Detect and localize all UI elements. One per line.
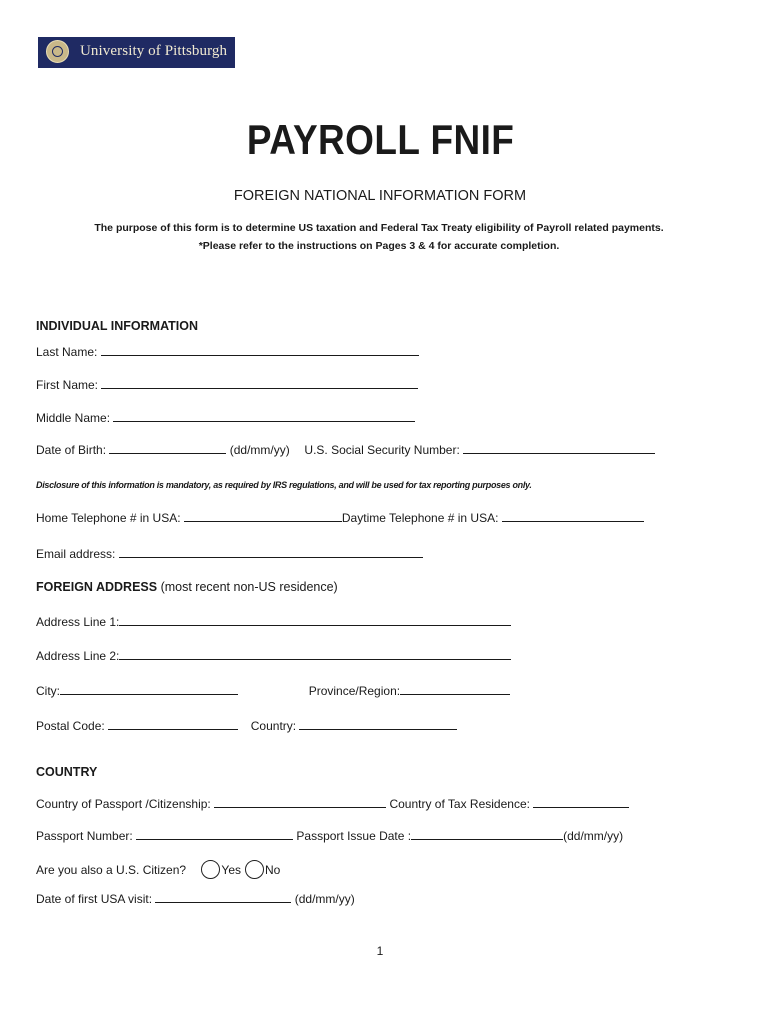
us-citizen-row	[36, 860, 280, 879]
foreign-address-note: (most recent non-US residence)	[160, 580, 338, 594]
passport-issue-format: (dd/mm/yy)	[563, 829, 624, 843]
last-name-field[interactable]	[101, 345, 419, 356]
no-radio[interactable]	[245, 860, 264, 879]
middle-name-field[interactable]	[113, 411, 415, 422]
yes-label: Yes	[221, 863, 241, 877]
passport-country-row	[36, 797, 629, 811]
passport-issue-field[interactable]	[411, 829, 563, 840]
foreign-address-heading	[36, 580, 338, 594]
home-phone-field[interactable]	[184, 511, 342, 522]
passport-country-field[interactable]	[214, 797, 386, 808]
foreign-address-heading-text: FOREIGN ADDRESS	[36, 580, 158, 594]
city-label: City:	[36, 684, 60, 698]
middle-name-label: Middle Name:	[36, 411, 111, 425]
disclosure-note: Disclosure of this information is mandatory, as required by IRS regulations, and will be used for tax reporting purposes only.	[36, 480, 532, 490]
passport-number-field[interactable]	[136, 829, 293, 840]
university-logo	[38, 37, 235, 68]
day-phone-field[interactable]	[502, 511, 644, 522]
address-line-1-field[interactable]	[119, 615, 511, 626]
dob-field[interactable]	[109, 443, 226, 454]
phone-row	[36, 511, 644, 525]
first-visit-row	[36, 892, 355, 906]
dob-format: (dd/mm/yy)	[229, 443, 290, 457]
middle-name-row	[36, 411, 415, 425]
first-visit-format: (dd/mm/yy)	[294, 892, 355, 906]
yes-radio[interactable]	[201, 860, 220, 879]
form-subtitle: FOREIGN NATIONAL INFORMATION FORM	[233, 188, 527, 204]
first-visit-field[interactable]	[155, 892, 291, 903]
postal-code-label: Postal Code:	[36, 719, 105, 733]
province-field[interactable]	[400, 684, 510, 695]
email-label: Email address:	[36, 547, 116, 561]
province-label: Province/Region:	[308, 684, 401, 698]
us-citizen-label: Are you also a U.S. Citizen?	[36, 863, 187, 877]
passport-number-row	[36, 829, 623, 843]
email-row	[36, 547, 423, 561]
day-phone-label: Daytime Telephone # in USA:	[341, 511, 499, 525]
passport-number-label: Passport Number:	[36, 829, 133, 843]
address-line-2-field[interactable]	[119, 649, 511, 660]
first-visit-label: Date of first USA visit:	[36, 892, 153, 906]
email-field[interactable]	[119, 547, 423, 558]
postal-country-row	[36, 719, 457, 733]
city-province-row	[36, 684, 510, 698]
country-field[interactable]	[299, 719, 457, 730]
first-name-row	[36, 378, 418, 392]
logo-text: University of Pittsburgh	[80, 43, 228, 59]
country-heading: COUNTRY	[36, 765, 98, 779]
postal-code-field[interactable]	[108, 719, 238, 730]
purpose-text: The purpose of this form is to determine US taxation and Federal Tax Treaty eligibility of Payroll related payments.	[94, 222, 664, 234]
instructions-note: *Please refer to the instructions on Pages 3 & 4 for accurate completion.	[198, 240, 560, 252]
page-title: PAYROLL FNIF	[246, 116, 515, 163]
last-name-label: Last Name:	[36, 345, 98, 359]
first-name-field[interactable]	[101, 378, 418, 389]
country-label: Country:	[250, 719, 297, 733]
individual-information-heading: INDIVIDUAL INFORMATION	[36, 319, 199, 333]
first-name-label: First Name:	[36, 378, 99, 392]
tax-residence-label: Country of Tax Residence:	[389, 797, 530, 811]
last-name-row	[36, 345, 419, 359]
passport-country-label: Country of Passport /Citizenship:	[36, 797, 211, 811]
ssn-label: U.S. Social Security Number:	[304, 443, 460, 457]
dob-label: Date of Birth:	[36, 443, 107, 457]
dob-ssn-row	[36, 443, 655, 457]
ssn-field[interactable]	[463, 443, 655, 454]
page-number: 1	[376, 944, 384, 958]
address-line-1-label: Address Line 1:	[36, 615, 120, 629]
address-line-2-row	[36, 649, 511, 663]
passport-issue-label: Passport Issue Date :	[296, 829, 412, 843]
city-field[interactable]	[60, 684, 238, 695]
tax-residence-field[interactable]	[533, 797, 629, 808]
address-line-2-label: Address Line 2:	[36, 649, 120, 663]
no-label: No	[265, 863, 281, 877]
address-line-1-row	[36, 615, 511, 629]
university-seal-icon	[46, 40, 69, 63]
home-phone-label: Home Telephone # in USA:	[36, 511, 181, 525]
